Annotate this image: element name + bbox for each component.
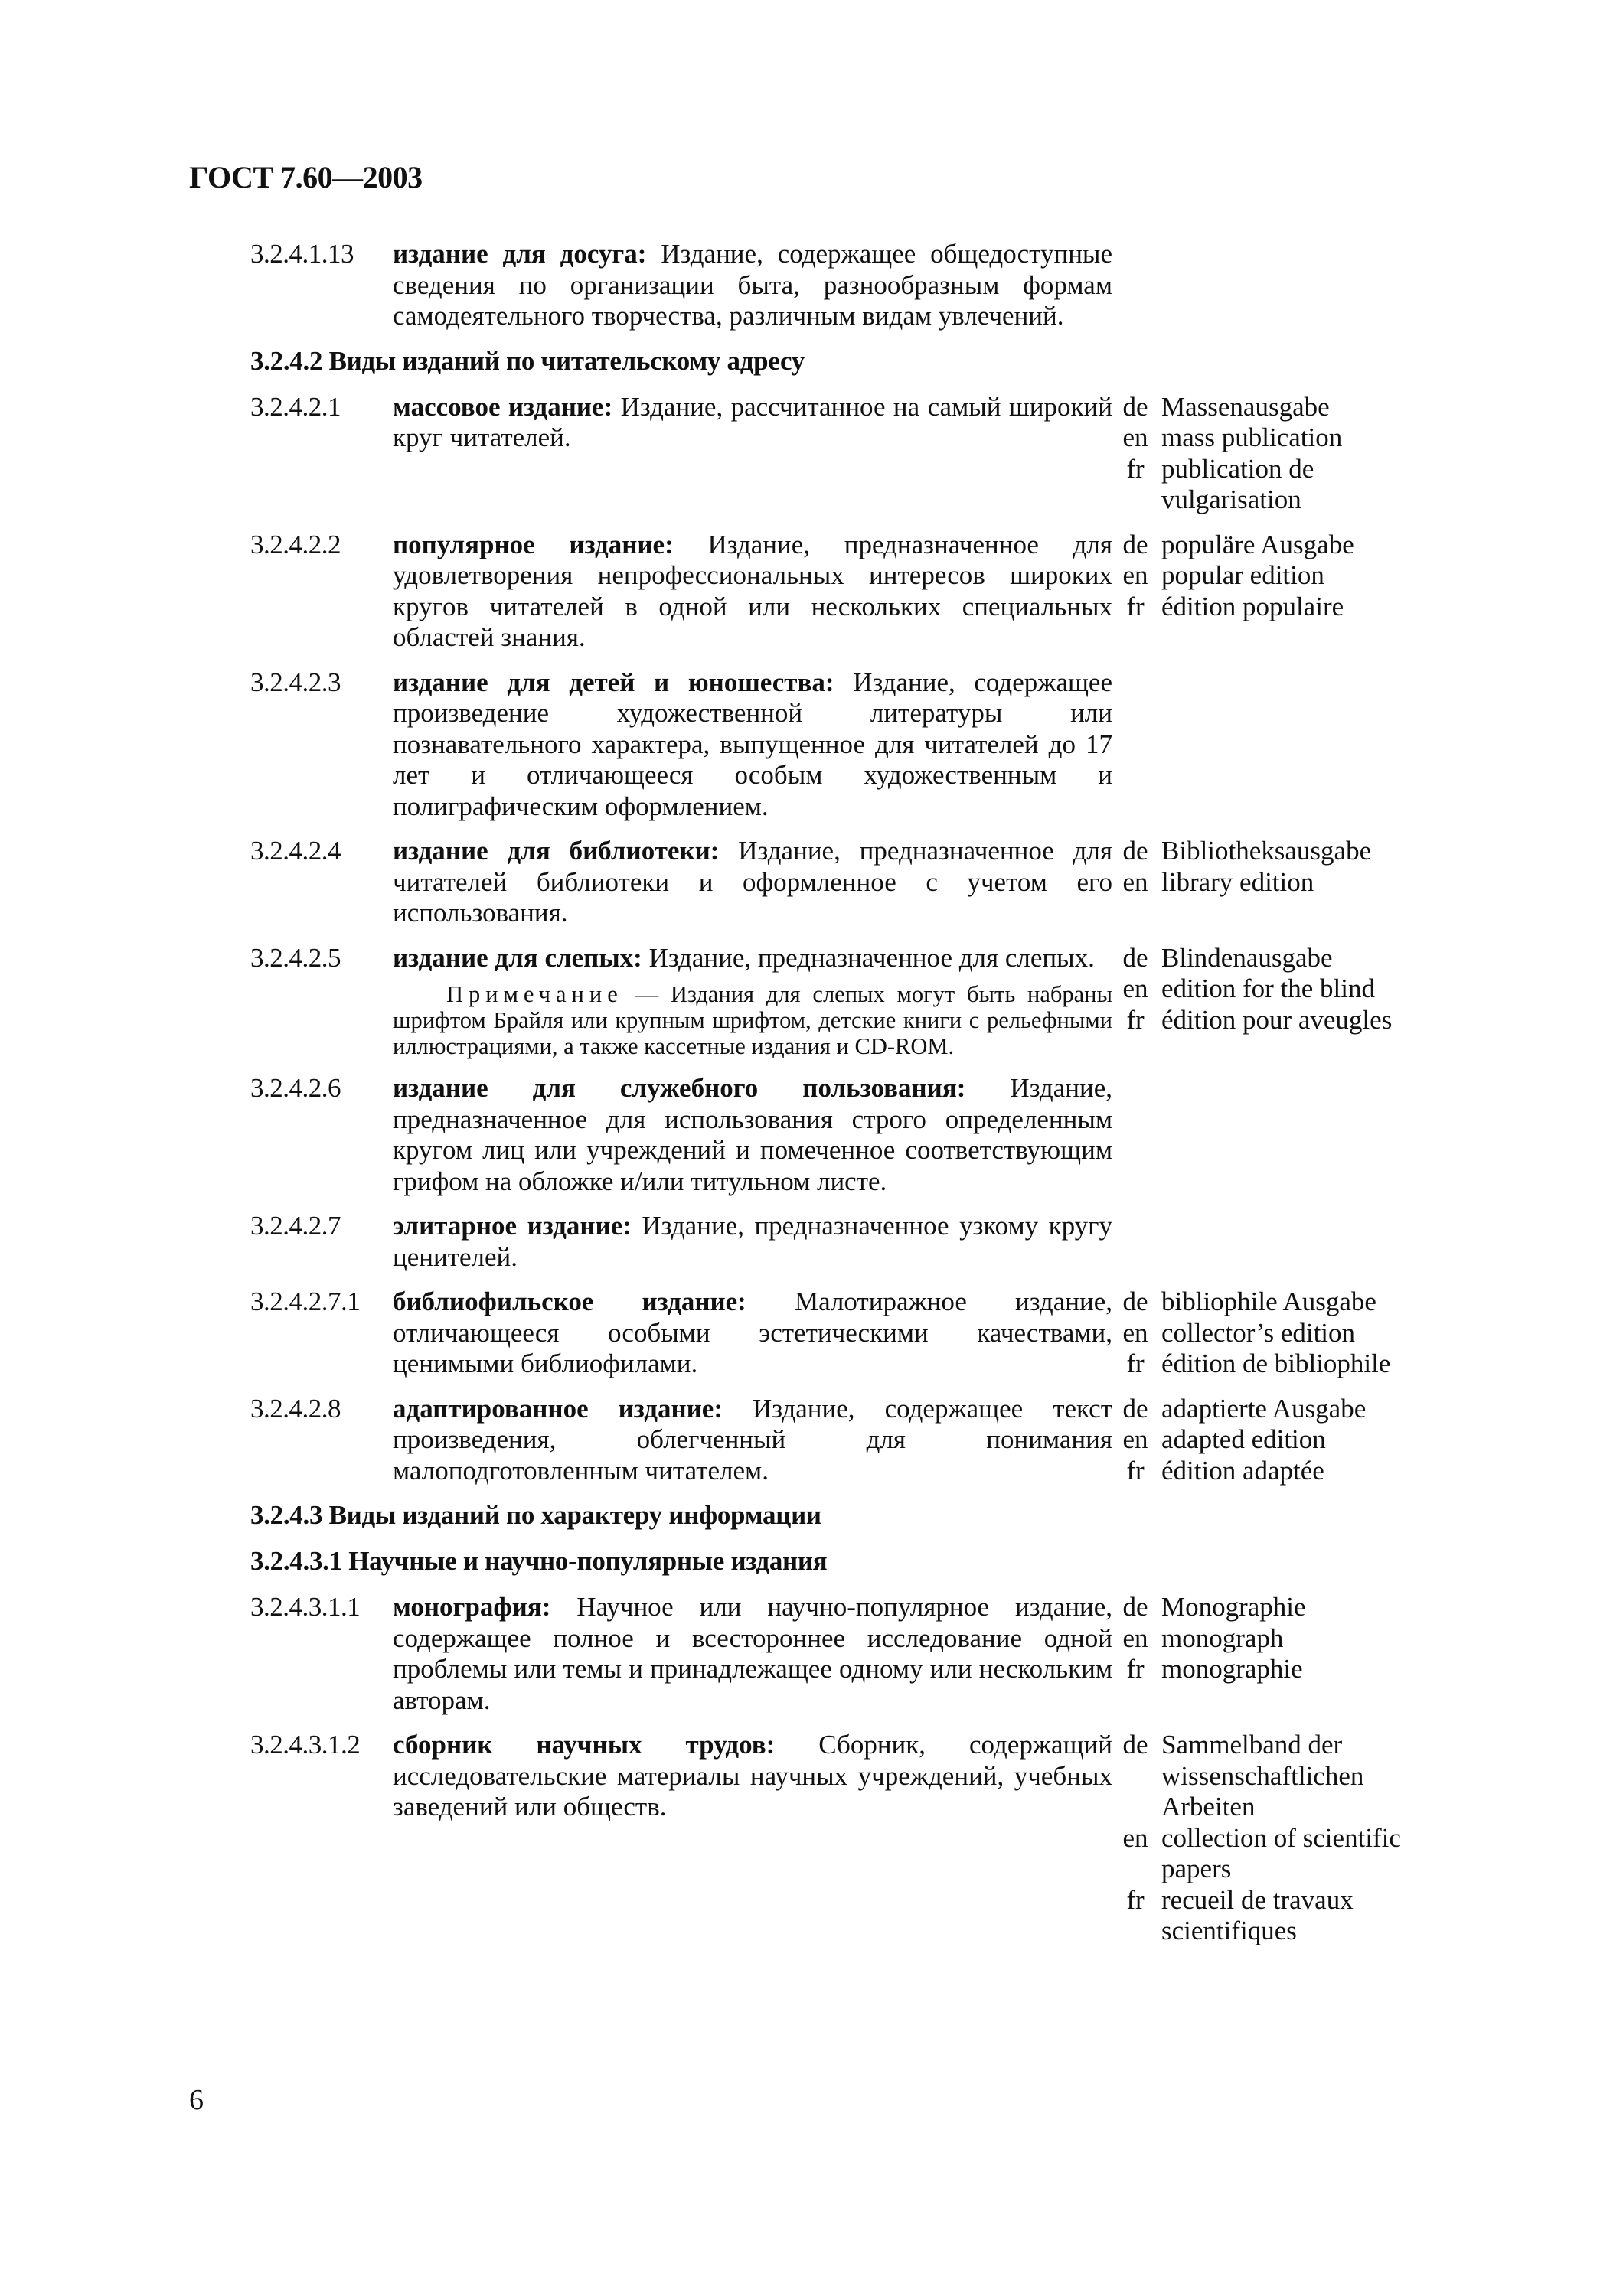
translations [1158,1730,1518,1947]
entry-definition [393,667,1112,823]
entry-definition [393,1592,1112,1716]
term-entry [250,1730,1567,1947]
translation-term: Bibliotheksausgabe [1161,836,1372,866]
entry-note [393,981,1112,1059]
language-code: fr [1126,1455,1145,1486]
definition-text: Издание, содержащее общедоступные сведения по организации быта, разнообразным формам самодеятельного творчества, различным видам увлечений. [393,239,1112,331]
entry-number: 3.2.4.2.3 [250,667,341,697]
entry-number: 3.2.4.3.1.1 [250,1592,361,1622]
language-code [1112,484,1158,516]
term-entry [250,1394,1567,1487]
term-entry [250,667,1567,823]
term-entry [250,1592,1567,1716]
term-name: элитарное издание: [393,1211,632,1241]
entry-definition [393,943,1112,1060]
language-code: en [1122,974,1148,1003]
translation-term: mass publication [1161,422,1343,452]
definition-text: Издание, предназначенное для удовлетворения непрофессиональных интересов широких кругов читателей в одной или нескольких специальных областей знания. [393,529,1113,652]
entry-number: 3.2.4.2.5 [250,942,341,973]
language-code: en [1122,560,1148,590]
definition-text: Малотиражное издание, отличающееся особыми эстетическими качествами, ценимыми библиофилами. [393,1287,1112,1378]
language-codes [1112,1592,1158,1716]
entry-definition [393,1730,1112,1947]
language-code: en [1122,1317,1148,1348]
language-code: en [1122,1822,1148,1853]
language-code: de [1122,1393,1148,1424]
language-code [1112,1761,1158,1792]
language-code: de [1122,942,1148,973]
term-name: массовое издание: [393,391,613,422]
definition-text: Издание, рассчитанное на самый широкий круг читателей. [393,391,1113,452]
term-name: издание для слепых: [393,942,642,973]
definition-text: Издание, предназначенное для слепых. [642,942,1095,973]
language-code: de [1122,529,1148,559]
entry-definition [393,239,1112,332]
translation-term: papers [1161,1854,1232,1883]
translation-term: publication de [1161,453,1314,484]
translations [1158,530,1518,654]
section-heading-reader-address: 3.2.4.2 Виды изданий по читательскому адресу [250,345,805,376]
language-codes [1112,392,1158,516]
entry-number: 3.2.4.1.13 [250,239,354,269]
language-code: fr [1126,1004,1145,1035]
language-codes [1112,1730,1158,1947]
translation-term: bibliophile Ausgabe [1161,1287,1376,1316]
translation-term: wissenschaftlichen [1161,1760,1364,1791]
translations [1158,667,1518,823]
translation-term: édition adaptée [1161,1455,1324,1486]
entry-definition [393,530,1112,654]
translation-term: édition pour aveugles [1161,1004,1393,1035]
translation-term: populäre Ausgabe [1161,529,1354,559]
definition-text: Издание, предназначенное для использования строго определенным кругом лиц или учреждений и помеченное соответствующим грифом на обложке и/или титульном листе. [393,1073,1112,1196]
entry-definition [393,1287,1112,1380]
language-code: fr [1126,1884,1145,1915]
translation-term: edition for the blind [1161,974,1375,1003]
language-codes [1112,1211,1158,1273]
term-entry [250,392,1567,516]
definition-text: Издание, содержащее текст произведения, облегченный для понимания малоподготовленным читателем. [393,1393,1112,1486]
translation-term: Massenausgabe [1161,391,1330,422]
language-code: de [1122,836,1148,866]
entry-number: 3.2.4.2.2 [250,529,341,559]
translation-term: vulgarisation [1161,484,1301,514]
document-body [250,239,1567,1961]
language-codes [1112,836,1158,929]
translation-term: scientifiques [1161,1916,1297,1945]
term-name: монография: [393,1592,551,1622]
language-codes [1112,530,1158,654]
language-code: de [1122,391,1148,422]
translation-term: collection of scientific [1161,1822,1401,1853]
term-entry [250,239,1567,332]
language-code: de [1122,1592,1148,1622]
translations [1158,1592,1518,1716]
definition-text: Научное или научно-популярное издание, содержащее полное и всестороннее исследование одной проблемы или темы и принадлежащее одному или нескольким авторам. [393,1592,1112,1715]
term-entry [250,836,1567,929]
language-codes [1112,943,1158,1060]
translation-term: monograph [1161,1623,1284,1653]
term-name: издание для детей и юношества: [393,667,834,697]
language-code: de [1122,1287,1148,1316]
entry-number: 3.2.4.2.6 [250,1073,341,1103]
page-number: 6 [189,2084,204,2116]
translation-term: monographie [1161,1654,1303,1684]
translation-term: recueil de travaux [1161,1884,1354,1915]
translations [1158,1287,1518,1380]
entry-definition [393,1211,1112,1273]
translation-term: Arbeiten [1161,1792,1256,1821]
translation-term: édition de bibliophile [1161,1349,1391,1378]
entry-number: 3.2.4.3.1.2 [250,1730,361,1760]
language-code: fr [1126,1349,1145,1378]
translations [1158,836,1518,929]
translations [1158,1394,1518,1487]
translation-term: popular edition [1161,560,1324,590]
language-code: fr [1126,591,1145,621]
term-entry [250,1287,1567,1380]
term-name: адаптированное издание: [393,1393,723,1424]
section-heading-information-type: 3.2.4.3 Виды изданий по характеру информации [250,1500,821,1530]
language-code [1112,1792,1158,1823]
term-name: издание для библиотеки: [393,836,720,866]
entry-definition [393,392,1112,516]
definition-text: Издание, предназначенное узкому кругу ценителей. [393,1211,1112,1272]
entry-definition [393,1394,1112,1487]
term-entry [250,1073,1567,1197]
definition-text: Сборник, содержащий исследовательские материалы научных учреждений, учебных заведений или обществ. [393,1730,1112,1821]
translation-term: collector’s edition [1161,1317,1356,1348]
note-label: Примечание [446,981,623,1007]
term-name: сборник научных трудов: [393,1730,776,1760]
language-codes [1112,239,1158,332]
translation-term: library edition [1161,866,1314,897]
language-code: en [1122,1623,1148,1653]
language-code: en [1122,866,1148,897]
definition-text: Издание, предназначенное для читателей библиотеки и оформленное с учетом его использования. [393,836,1112,928]
language-code: fr [1126,453,1145,484]
translation-term: Monographie [1161,1592,1306,1622]
term-name: издание для досуга: [393,239,647,269]
translation-term: Sammelband der [1161,1730,1343,1760]
entries-group-c [250,1592,1567,1947]
term-name: издание для служебного пользования: [393,1073,966,1103]
definition-text: Издание, содержащее произведение художественной литературы или познавательного характера, выпущенное для читателей до 17 лет и отличающееся особым художественным и полиграфическим оформлением. [393,667,1113,821]
translations [1158,392,1518,516]
entry-number: 3.2.4.2.8 [250,1393,341,1424]
language-codes [1112,1073,1158,1197]
entry-number: 3.2.4.2.7 [250,1211,341,1241]
language-code [1112,1916,1158,1947]
language-code: en [1122,1424,1148,1454]
language-code: fr [1126,1654,1145,1684]
language-codes [1112,1287,1158,1380]
entries-group-b [250,392,1567,1487]
language-codes [1112,667,1158,823]
translation-term: Blindenausgabe [1161,942,1333,973]
language-code: en [1122,422,1148,452]
term-entry [250,530,1567,654]
entry-definition [393,836,1112,929]
term-entry [250,943,1567,1060]
translation-term: adaptierte Ausgabe [1161,1393,1367,1424]
section-heading-scientific: 3.2.4.3.1 Научные и научно-популярные издания [250,1546,828,1576]
translations [1158,1073,1518,1197]
entry-number: 3.2.4.2.7.1 [250,1287,361,1316]
language-codes [1112,1394,1158,1487]
translations [1158,1211,1518,1273]
note-text: — Издания для слепых могут быть набраны шрифтом Брайля или крупным шрифтом, детские книги с рельефными иллюстрациями, а также кассетные издания и CD-ROM. [393,981,1112,1059]
term-name: популярное издание: [393,529,674,559]
term-name: библиофильское издание: [393,1287,746,1316]
translation-term: adapted edition [1161,1424,1326,1454]
translations [1158,943,1518,1060]
language-code: de [1122,1730,1148,1760]
translations [1158,239,1518,332]
term-entry [250,1211,1567,1273]
entry-definition [393,1073,1112,1197]
language-code [1112,1854,1158,1885]
entry-number: 3.2.4.2.1 [250,391,341,422]
entries-group-a [250,239,1567,332]
translation-term: édition populaire [1161,591,1344,621]
entry-number: 3.2.4.2.4 [250,836,341,866]
document-header: ГОСТ 7.60—2003 [189,160,423,194]
